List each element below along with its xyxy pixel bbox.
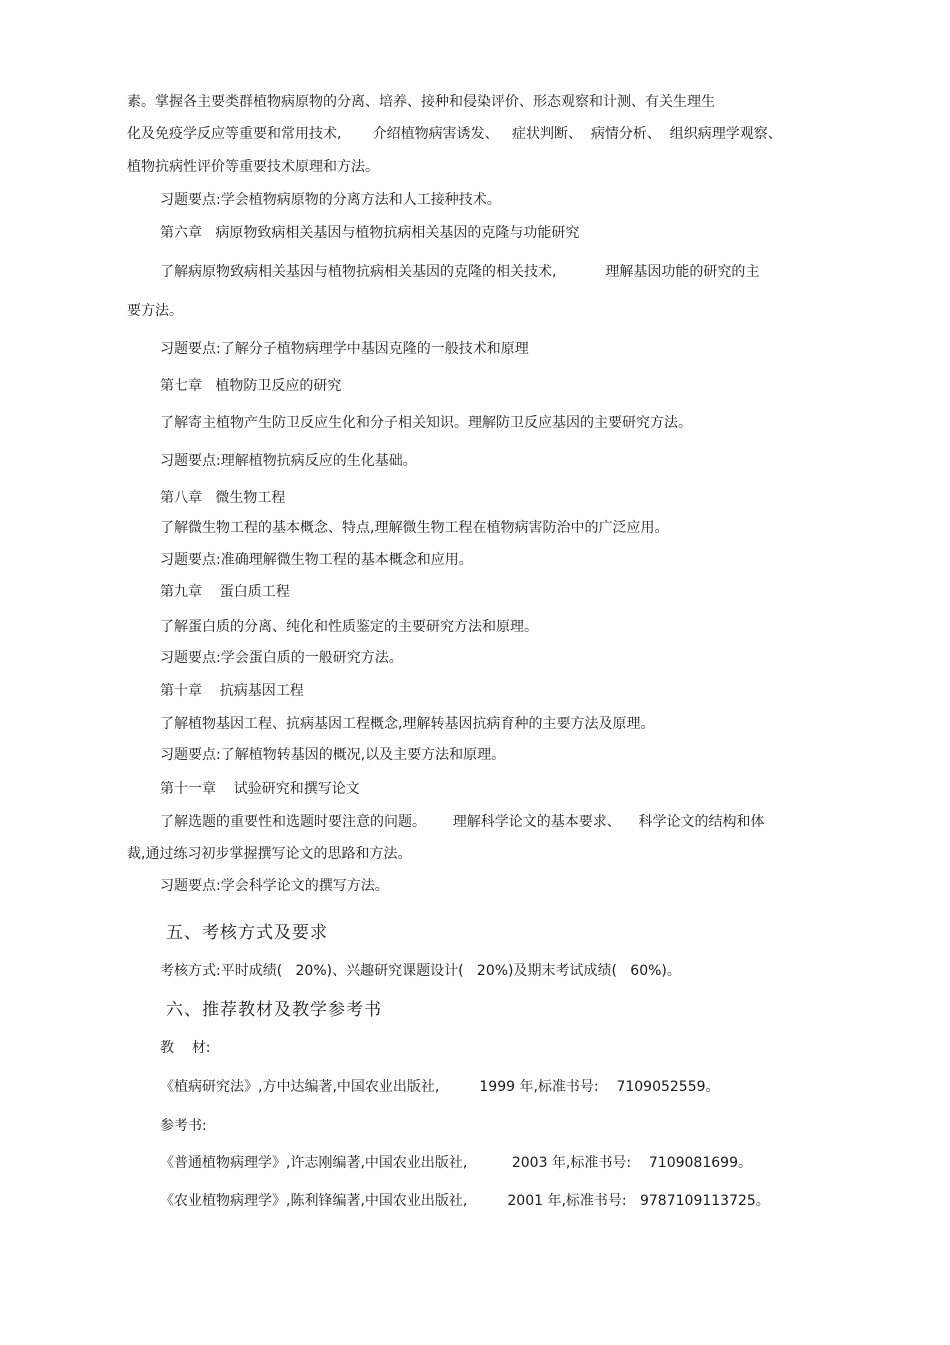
paragraph-line: 素。掌握各主要类群植物病原物的分离、培养、接种和侵染评价、形态观察和计测、有关生理生 <box>127 94 715 110</box>
textbook-label: 教 材: <box>160 1040 211 1056</box>
chapter-title: 第十章 抗病基因工程 <box>160 683 304 699</box>
exercise-line: 习题要点:学会植物病原物的分离方法和人工接种技术。 <box>160 192 501 208</box>
reference-entry: 《农业植物病理学》,陈利锋编著,中国农业出版社, 2001 年,标准书号: 9787109113725。 <box>160 1193 770 1209</box>
chapter-title: 第八章 微生物工程 <box>160 490 286 506</box>
paragraph-line: 裁,通过练习初步掌握撰写论文的思路和方法。 <box>127 846 412 862</box>
section-heading: 六、推荐教材及教学参考书 <box>166 1000 382 1020</box>
chapter-title: 第六章 病原物致病相关基因与植物抗病相关基因的克隆与功能研究 <box>160 225 580 241</box>
chapter-title: 第七章 植物防卫反应的研究 <box>160 378 342 394</box>
paragraph-line: 化及免疫学反应等重要和常用技术, 介绍植物病害诱发、 症状判断、 病情分析、 组织病理学观察、 <box>127 126 782 142</box>
reference-label: 参考书: <box>160 1118 207 1134</box>
exercise-line: 习题要点:学会蛋白质的一般研究方法。 <box>160 650 403 666</box>
chapter-title: 第九章 蛋白质工程 <box>160 584 290 600</box>
exercise-line: 习题要点:准确理解微生物工程的基本概念和应用。 <box>160 552 473 568</box>
exercise-line: 习题要点:了解植物转基因的概况,以及主要方法和原理。 <box>160 747 506 763</box>
paragraph-line: 了解微生物工程的基本概念、特点,理解微生物工程在植物病害防治中的广泛应用。 <box>160 520 669 536</box>
paragraph-line: 了解病原物致病相关基因与植物抗病相关基因的克隆的相关技术, 理解基因功能的研究的主 <box>160 264 760 280</box>
reference-entry: 《普通植物病理学》,许志刚编著,中国农业出版社, 2003 年,标准书号: 7109081699。 <box>160 1155 752 1171</box>
exercise-line: 习题要点:学会科学论文的撰写方法。 <box>160 878 389 894</box>
paragraph-line: 植物抗病性评价等重要技术原理和方法。 <box>127 159 379 175</box>
paragraph-line: 了解植物基因工程、抗病基因工程概念,理解转基因抗病育种的主要方法及原理。 <box>160 716 655 732</box>
textbook-entry: 《植病研究法》,方中达编著,中国农业出版社, 1999 年,标准书号: 7109052559。 <box>160 1079 720 1095</box>
chapter-title: 第十一章 试验研究和撰写论文 <box>160 781 360 797</box>
paragraph-line: 要方法。 <box>127 303 183 319</box>
paragraph-line: 了解选题的重要性和选题时要注意的问题。 理解科学论文的基本要求、 科学论文的结构和体 <box>160 814 765 830</box>
exercise-line: 习题要点:理解植物抗病反应的生化基础。 <box>160 453 417 469</box>
assessment-line: 考核方式:平时成绩( 20%)、兴趣研究课题设计( 20%)及期末考试成绩( 60%)。 <box>160 963 681 979</box>
section-heading: 五、考核方式及要求 <box>166 923 328 943</box>
paragraph-line: 了解寄主植物产生防卫反应生化和分子相关知识。理解防卫反应基因的主要研究方法。 <box>160 415 692 431</box>
paragraph-line: 了解蛋白质的分离、纯化和性质鉴定的主要研究方法和原理。 <box>160 619 538 635</box>
exercise-line: 习题要点:了解分子植物病理学中基因克隆的一般技术和原理 <box>160 341 529 357</box>
